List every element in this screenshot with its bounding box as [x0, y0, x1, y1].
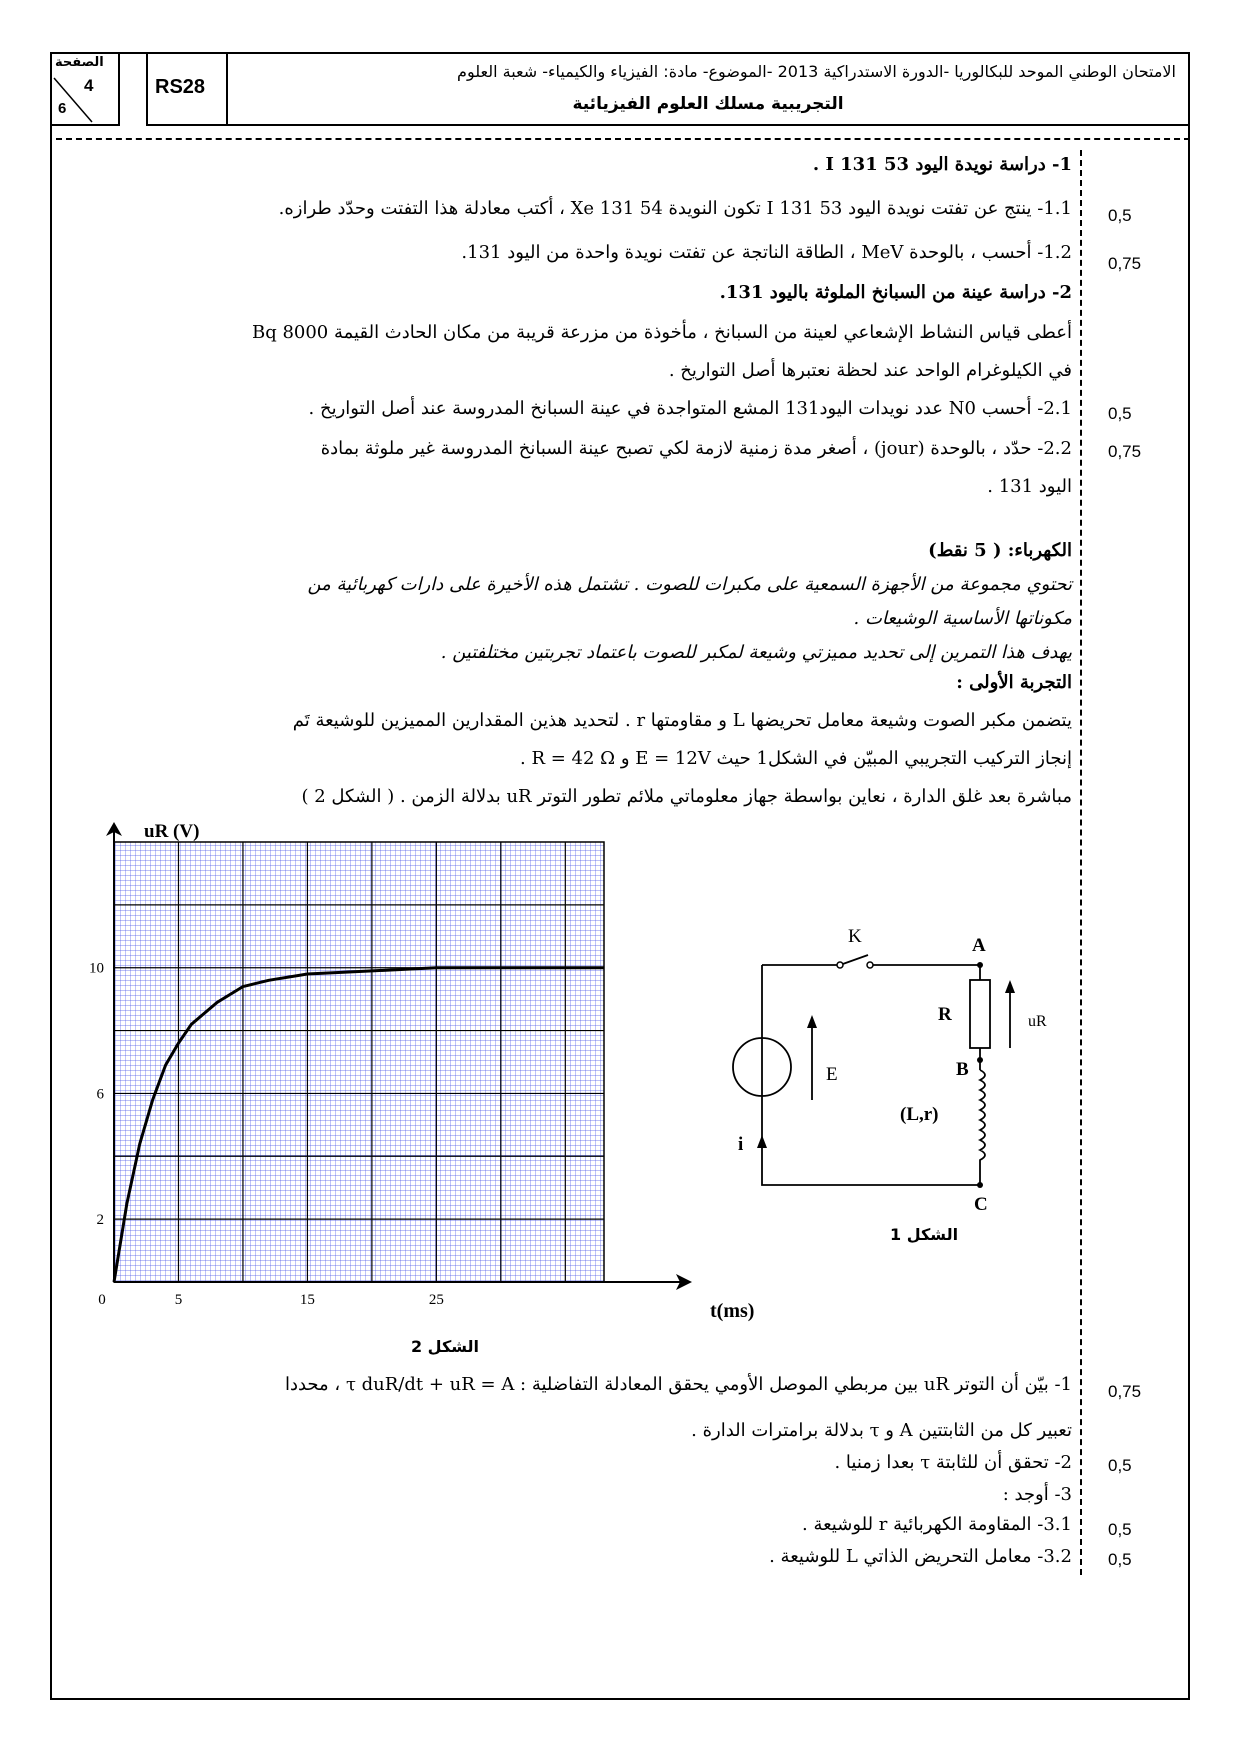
label-a: A: [972, 935, 986, 956]
figure1-circuit: [720, 920, 1047, 1250]
chart-y-tick-label: 6: [96, 1086, 104, 1103]
label-c: C: [974, 1194, 988, 1215]
coil-l-r: [980, 1070, 985, 1170]
electricity-intro-line1: تحتوي مجموعة من الأجهزة السمعية على مكبرات للصوت . تشتمل هذه الأخيرة على دارات كهربائية من: [307, 574, 1072, 595]
score-1-2: 0,75: [1108, 254, 1142, 273]
score-1-1: 0,5: [1108, 206, 1132, 225]
question-e3: 3- أوجد :: [1002, 1484, 1072, 1505]
figure1-caption: الشكل 1: [890, 1225, 959, 1244]
chart-caption: الشكل 2: [410, 1337, 480, 1356]
question-2-2-line1: 2.2- حدّد ، بالوحدة (jour) ، أصغر مدة زمنية لازمة لكي تصبح عينة السبانخ المدروسة غير ملوثة بمادة: [320, 438, 1072, 459]
question-e3-1: 3.1- المقاومة الكهربائية r للوشيعة .: [802, 1514, 1072, 1535]
header-divider: [56, 138, 1190, 140]
chart-plot-area: [114, 842, 604, 1282]
label-i: i: [738, 1134, 744, 1155]
exam-title-box: [226, 52, 1190, 126]
score-e3-2: 0,5: [1108, 1550, 1132, 1569]
section2-intro-line2: في الكيلوغرام الواحد عند لحظة نعتبرها أصل التواريخ .: [668, 360, 1072, 381]
wire-top-right: [870, 965, 980, 980]
label-l-r: (L,r): [900, 1104, 939, 1125]
score-column-divider: [1080, 150, 1082, 1575]
score-e1: 0,75: [1108, 1382, 1142, 1401]
question-e1-line1: 1- بيّن أن التوتر uR بين مربطي الموصل الأومي يحقق المعادلة التفاضلية : τ duR/dt + uR = A ، محددا: [284, 1374, 1072, 1395]
experiment1-line1: يتضمن مكبر الصوت وشيعة معامل تحريضها L و مقاومتها r . لتحديد هذين المقدارين المميزين للوشيعة تَم: [292, 710, 1072, 731]
subject-code-box: [146, 52, 228, 126]
label-ur: uR: [1028, 1013, 1047, 1030]
score-2-1: 0,5: [1108, 404, 1132, 423]
question-1-1: 1.1- ينتج عن تفتت نويدة اليود I 131 53 تكون النويدة Xe 131 54 ، أكتب معادلة هذا التفتت وحدّد طرازه.: [278, 198, 1072, 219]
current-arrow-head: [757, 1135, 767, 1148]
question-e2: 2- تحقق أن للثابتة τ بعدا زمنيا .: [834, 1452, 1072, 1473]
electricity-goal: يهدف هذا التمرين إلى تحديد مميزتي وشيعة لمكبر للصوت باعتماد تجربتين مختلفتين .: [440, 642, 1072, 663]
experiment1-title: التجربة الأولى :: [956, 672, 1072, 693]
label-b: B: [956, 1059, 969, 1080]
score-e2: 0,5: [1108, 1456, 1132, 1475]
switch-k-blade: [840, 955, 868, 965]
chart-x-tick-label: 15: [299, 1292, 315, 1308]
exam-title-line2: التجريبية مسلك العلوم الفيزيائية: [572, 94, 844, 114]
page-label: الصفحة: [55, 54, 104, 69]
score-2-2: 0,75: [1108, 442, 1142, 461]
node-c: [977, 1182, 983, 1188]
resistor-r: [970, 980, 990, 1048]
section1-title: 1- دراسة نويدة اليود I 131 53 .: [812, 154, 1072, 175]
label-r: R: [938, 1004, 952, 1025]
subject-code: RS28: [155, 76, 206, 98]
figure2-chart: [80, 820, 780, 1360]
question-2-1: 2.1- أحسب N0 عدد نويدات اليود131 المشع المتواجدة في عينة السبانخ المدروسة عند أصل التواريخ .: [308, 398, 1072, 419]
chart-x-axis-label: t(ms): [710, 1300, 755, 1322]
question-e1-line2: تعبير كل من الثابتتين A و τ بدلالة برامترات الدارة .: [691, 1420, 1072, 1441]
question-1-2: 1.2- أحسب ، بالوحدة MeV ، الطاقة الناتجة عن تفتت نويدة واحدة من اليود 131.: [461, 242, 1072, 263]
score-e3-1: 0,5: [1108, 1520, 1132, 1539]
section2-title: 2- دراسة عينة من السبانخ الملوثة باليود 131.: [719, 282, 1072, 303]
node-b: [977, 1057, 983, 1063]
chart-y-tick-label: 10: [89, 960, 104, 977]
label-k: K: [848, 926, 862, 947]
page-number: 4: [84, 76, 94, 95]
switch-k-contact-right: [867, 962, 873, 968]
node-a: [977, 962, 983, 968]
chart-grid-minor: [114, 842, 604, 1282]
question-2-2-line2: اليود 131 .: [987, 476, 1072, 497]
question-e3-2: 3.2- معامل التحريض الذاتي L للوشيعة .: [769, 1546, 1072, 1567]
chart-x-tick-label: 25: [428, 1292, 444, 1308]
page-number-box: [50, 52, 120, 126]
page-total: 6: [58, 100, 67, 117]
label-e: E: [826, 1064, 838, 1085]
section2-intro-line1: أعطى قياس النشاط الإشعاعي لعينة من السبانخ ، مأخوذة من مزرعة قريبة من مكان الحادث القيمة 8000 Bq: [251, 322, 1072, 343]
wire-bottom: [762, 1096, 980, 1185]
chart-y-axis-label: uR (V): [144, 821, 200, 842]
chart-x-tick-label: 5: [174, 1292, 183, 1308]
electricity-intro-line2: مكوناتها الأساسية الوشيعات .: [853, 608, 1072, 629]
chart-x-tick-label: 0: [98, 1292, 106, 1308]
switch-k-contact-left: [837, 962, 843, 968]
experiment1-line2: إنجاز التركيب التجريبي المبيّن في الشكل1 حيث E = 12V و R = 42 Ω .: [520, 748, 1072, 769]
arrow-e-head: [807, 1015, 817, 1028]
chart-y-tick-label: 2: [96, 1212, 104, 1229]
electricity-title: الكهرباء: ( 5 نقط): [928, 540, 1072, 561]
exam-header: [50, 52, 1190, 126]
experiment1-line3: مباشرة بعد غلق الدارة ، نعاين بواسطة جهاز معلوماتي ملائم تطور التوتر uR بدلالة الزمن . ( الشكل 2 ): [301, 786, 1072, 807]
exam-title-line1: الامتحان الوطني الموحد للبكالوريا -الدورة الاستدراكية 2013 -الموضوع- مادة: الفيزياء والكيمياء- شعبة العلوم: [457, 62, 1176, 81]
